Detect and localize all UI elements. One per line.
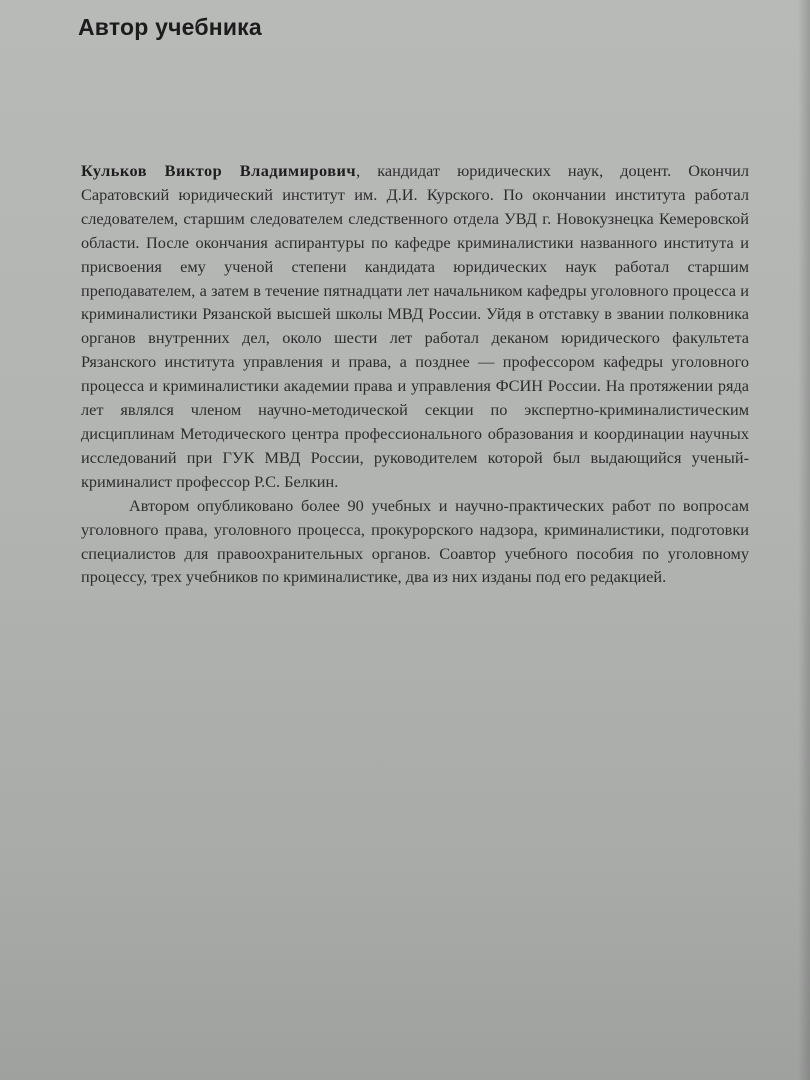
bio-paragraph-2: Автором опубликовано более 90 учебных и научно-практических работ по вопросам уголовного права, уголовного процесса, прокурорского надзора, криминалистики, подготовки специалистов для правоохранительных органов. Соавтор учебного пособия по уголовному процессу, трех учебников по криминалистике, два из них изданы под его редакцией. <box>81 495 749 587</box>
page-edge-shadow <box>798 0 810 1080</box>
author-name: Кульков Виктор Владимирович <box>81 161 357 180</box>
author-bio <box>81 159 749 589</box>
bio-paragraph-1 <box>81 159 749 494</box>
bio-paragraph-1-text: , кандидат юридических наук, доцент. Окончил Саратовский юридический институт им. Д.И. Курского. По окончании института работал следователем, старшим следователем следственного отдела УВД г. Новокузнецка Кемеровской области. После окончания аспирантуры по кафедре криминалистики названного института и присвоения ему ученой степени кандидата юридических наук работал старшим преподавателем, а затем в течение пятнадцати лет начальником кафедры уголовного процесса и криминалистики Рязанской высшей школы МВД России. Уйдя в отставку в звании полковника органов внутренних дел, около шести лет работал деканом юридического факультета Рязанского института управления и права, а позднее — профессором кафедры уголовного процесса и криминалистики академии права и управления ФСИН России. На протяжении ряда лет являлся членом научно-методической секции по экспертно-криминалистическим дисциплинам Методического центра профессионального образования и координации научных исследований при ГУК МВД России, руководителем которой был выдающийся ученый-криминалист профессор Р.С. Белкин. <box>81 161 749 491</box>
page-title: Автор учебника <box>78 14 262 40</box>
